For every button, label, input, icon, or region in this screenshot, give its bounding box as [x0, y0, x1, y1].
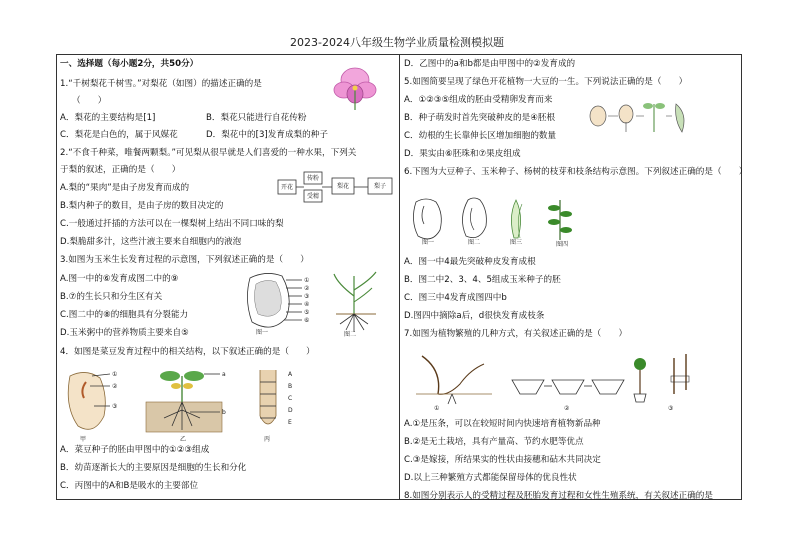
q1-stem: 1.“千树梨花千树雪。”对梨花（如图）的描述正确的是	[60, 79, 262, 89]
q6-fig-1: 图一	[422, 239, 435, 246]
q4-mark-2: ②	[112, 383, 118, 390]
flow-step-1: 开花	[280, 184, 294, 191]
column-divider	[399, 54, 400, 500]
q3-mark-1: ①	[304, 277, 310, 284]
q2-stem-line2: 于梨的叙述，正确的是（ ）	[60, 165, 181, 175]
q8-stem: 8.如图分别表示人的受精过程及胚胎发育过程和女性生殖系统，有关叙述正确的是	[404, 491, 713, 501]
q6-option-d: D.图四中摘除a后，d很快发育成枝条	[404, 311, 545, 321]
q4-zone-a: A	[288, 371, 293, 378]
q3-option-d: D.玉米粥中的营养物质主要来自⑤	[60, 328, 189, 338]
q4-mark-1: ①	[112, 371, 118, 378]
q6-seed-figure	[410, 196, 580, 246]
flow-step-5: 梨子	[373, 183, 387, 190]
q1-option-b: B．梨花只能进行自花传粉	[206, 113, 307, 123]
q4-caption-bing: 丙	[264, 436, 271, 443]
q1-option-c: C．梨花是白色的，属于风媒花	[60, 130, 178, 140]
q1-blank: （ ）	[72, 96, 107, 106]
q6-fig-2: 图二	[468, 239, 481, 246]
q3-stem: 3.如图为玉米生长发育过程的示意图，下列叙述正确的是（ ）	[60, 255, 309, 265]
q5-option-d: D．果实由⑥胚珠和⑦果皮组成	[404, 149, 521, 159]
q4-zone-c: C	[288, 395, 293, 402]
q6-option-a: A．图一中4最先突破种皮发育成根	[404, 257, 536, 267]
q7-option-d: D.以上三种繁殖方式都能保留母体的优良性状	[404, 473, 577, 483]
q2-option-d: D.梨脆甜多汁，这些汁液主要来自细胞内的液泡	[60, 237, 242, 247]
q7-option-b: B.②是无土栽培，具有产量高、节约水肥等优点	[404, 437, 584, 447]
q2-option-b: B.梨内种子的数目，是由子房的数目决定的	[60, 201, 224, 211]
q4-zone-e: E	[288, 419, 292, 426]
q7-stem: 7.如图为植物繁殖的几种方式，有关叙述正确的是（ ）	[404, 329, 628, 339]
q4-mark-a: a	[222, 371, 226, 378]
q7-fig-1: ①	[434, 405, 440, 412]
flow-step-3: 受精	[306, 193, 320, 200]
page-title: 2023-2024八年级生物学业质量检测模拟题	[290, 36, 504, 49]
q1-option-d: D．梨花中的[3]发育成梨的种子	[206, 130, 328, 140]
q4-zone-d: D	[288, 407, 293, 414]
q6-option-c: C．图三中4发育成图四中b	[404, 293, 507, 303]
q2-option-c: C.一般通过扦插的方法可以在一棵梨树上结出不同口味的梨	[60, 219, 284, 229]
q4-stem: 4．如图是菜豆发育过程中的相关结构，以下叙述正确的是（ ）	[60, 347, 315, 357]
q7-option-a: A.①是压条，可以在较短时间内快速培育植物新品种	[404, 419, 601, 429]
q6-stem: 6.下图为大豆种子、玉米种子、杨树的枝芽和枝条结构示意图。下列叙述正确的是（ ）	[404, 167, 748, 177]
q7-option-c: C.③是嫁接，所结果实的性状由接穗和砧木共同决定	[404, 455, 601, 465]
q3-mark-3: ③	[304, 293, 310, 300]
q6-fig-4: 图四	[556, 241, 569, 248]
q6-option-b: B．图二中2、3、4、5组成玉米种子的胚	[404, 275, 561, 285]
q3-mark-2: ②	[304, 285, 310, 292]
q3-mark-4: ④	[304, 301, 310, 308]
q4-option-b: B．幼苗逐渐长大的主要原因是细胞的生长和分化	[60, 463, 247, 473]
q1-flower-figure	[332, 64, 378, 114]
q4-zone-b: B	[288, 383, 293, 390]
q3-fig1-caption: 图一	[256, 329, 269, 336]
q2-flow-diagram	[276, 170, 396, 212]
q3-fig2-caption: 图二	[344, 331, 357, 338]
q4-caption-jia: 甲	[80, 436, 87, 443]
q4-option-c: C．丙图中的A和B是吸水的主要部位	[60, 481, 199, 491]
q7-fig-2: ②	[564, 405, 570, 412]
q2-option-a: A.梨的“果肉”是由子房发育而成的	[60, 183, 190, 193]
q3-option-a: A.图一中的⑥发育成图二中的⑨	[60, 274, 179, 284]
q5-lifecycle-figure	[588, 96, 690, 138]
q2-stem-line1: 2.“不食千种菜，唯餐两颗梨。”可见梨从很早就是人们喜爱的一种水果，下列关	[60, 148, 357, 158]
q3-option-b: B.⑦的生长只和分生区有关	[60, 292, 163, 302]
section-heading: 一、选择题（每小题2分，共50分）	[60, 59, 199, 69]
q4-option-d: D．乙图中的a和b都是由甲图中的②发育成的	[404, 59, 576, 69]
q4-mark-b: b	[222, 409, 226, 416]
q4-option-a: A．菜豆种子的胚由甲图中的①②③组成	[60, 445, 210, 455]
q5-option-c: C．幼根的生长靠伸长区增加细胞的数量	[404, 131, 557, 141]
q7-propagation-figure	[412, 350, 712, 412]
q5-stem: 5.如图简要呈现了绿色开花植物一大豆的一生。下列说法正确的是（ ）	[404, 77, 688, 87]
q4-caption-yi: 乙	[180, 436, 187, 443]
q1-option-a: A．梨花的主要结构是[1]	[60, 113, 156, 123]
q5-option-b: B．种子萌发时首先突破种皮的是④胚根	[404, 113, 556, 123]
q3-corn-figure	[242, 270, 392, 336]
flow-step-2: 传粉	[306, 175, 320, 182]
q6-fig-3: 图三	[510, 239, 523, 246]
q3-mark-5: ⑤	[304, 309, 310, 316]
q3-option-c: C.图二中的⑧的细胞具有分裂能力	[60, 310, 189, 320]
q4-mark-3: ③	[112, 403, 118, 410]
q7-fig-3: ③	[668, 405, 674, 412]
q5-option-a: A．①②③⑤组成的胚由受精卵发育而来	[404, 95, 553, 105]
flow-step-4: 梨花	[336, 183, 350, 190]
q3-mark-6: ⑥	[304, 317, 310, 324]
q4-bean-figure	[64, 366, 314, 444]
